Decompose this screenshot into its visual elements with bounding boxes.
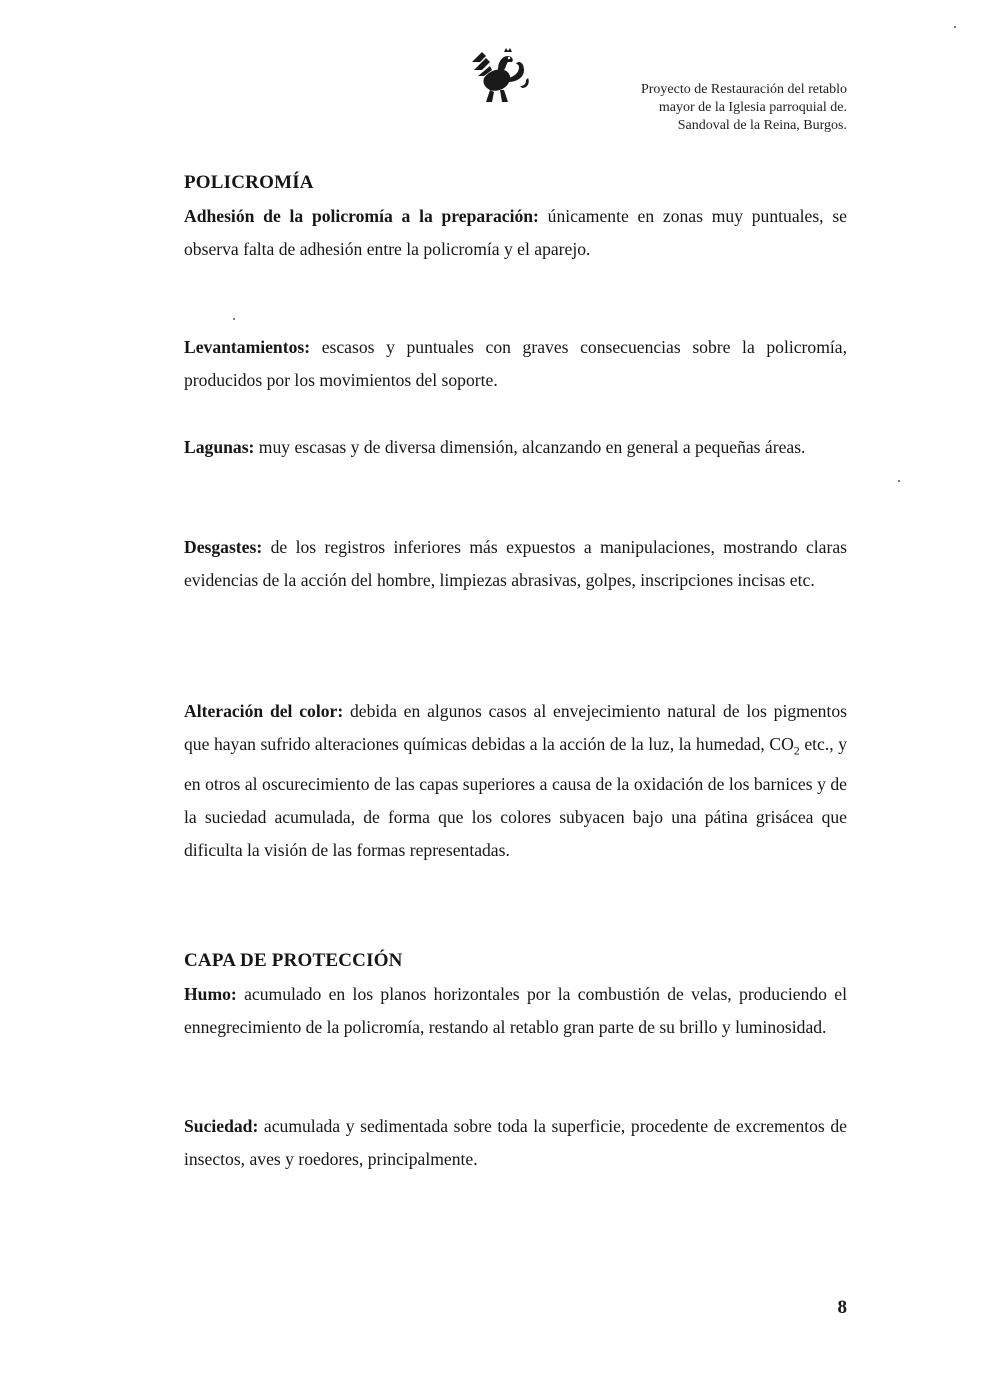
paragraph-text: escasos y puntuales con graves consecuencias sobre la policromía, producidos por los movimientos del soporte. [184, 337, 847, 390]
term-label: Levantamientos: [184, 337, 311, 357]
term-label: Desgastes: [184, 537, 263, 557]
paragraph-text: acumulado en los planos horizontales por la combustión de velas, produciendo el ennegrecimiento de la policromía, restando al retablo gran parte de su brillo y luminosidad. [184, 984, 847, 1037]
paragraph-text: etc., y en otros al oscurecimiento de las capas superiores a causa de la oxidación de los barnices y de la suciedad acumulada, de forma que los colores subyacen bajo una pátina grisácea que dificulta la visión de las formas representadas. [184, 734, 847, 860]
scan-speck [954, 26, 956, 28]
paragraph-suciedad [184, 1110, 847, 1176]
formula-base: CO [769, 734, 794, 754]
term-label: Humo: [184, 984, 237, 1004]
header-line: Proyecto de Restauración del retablo [640, 82, 847, 97]
chemical-formula [769, 734, 800, 758]
scan-speck [898, 480, 900, 482]
term-label: Lagunas: [184, 437, 255, 457]
section-title-policromia: POLICROMÍA [184, 172, 314, 193]
heraldic-dragon-logo-icon [468, 48, 534, 104]
paragraph-adhesion [184, 200, 847, 266]
paragraph-humo [184, 978, 847, 1044]
paragraph-desgastes [184, 531, 847, 597]
page-number: 8 [837, 1297, 847, 1318]
paragraph-text: de los registros inferiores más expuestos a manipulaciones, mostrando claras evidencias de la acción del hombre, limpiezas abrasivas, golpes, inscripciones incisas etc. [184, 537, 847, 590]
term-label: Adhesión de la policromía a la preparación: [184, 206, 539, 226]
document-header [641, 81, 847, 135]
formula-subscript: 2 [793, 743, 800, 758]
paragraph-levantamientos [184, 331, 847, 397]
paragraph-alteracion-color [184, 695, 847, 867]
header-line: mayor de la Iglesia parroquial de. [658, 100, 847, 115]
term-label: Suciedad: [184, 1116, 259, 1136]
section-title-capa-proteccion: CAPA DE PROTECCIÓN [184, 950, 403, 971]
paragraph-text: debida en algunos casos al envejecimiento natural de los pigmentos que hayan sufrido alteraciones químicas debidas a la acción de la luz, la humedad, [184, 701, 847, 754]
paragraph-text: acumulada y sedimentada sobre toda la superficie, procedente de excrementos de insectos, aves y roedores, principalmente. [184, 1116, 847, 1169]
paragraph-text: muy escasas y de diversa dimensión, alcanzando en general a pequeñas áreas. [254, 437, 806, 457]
term-label: Alteración del color: [184, 701, 344, 721]
header-line: Sandoval de la Reina, Burgos. [677, 118, 847, 133]
scan-speck [233, 318, 235, 320]
paragraph-lagunas [184, 431, 847, 464]
paragraph-text: únicamente en zonas muy puntuales, se observa falta de adhesión entre la policromía y el aparejo. [184, 206, 847, 259]
